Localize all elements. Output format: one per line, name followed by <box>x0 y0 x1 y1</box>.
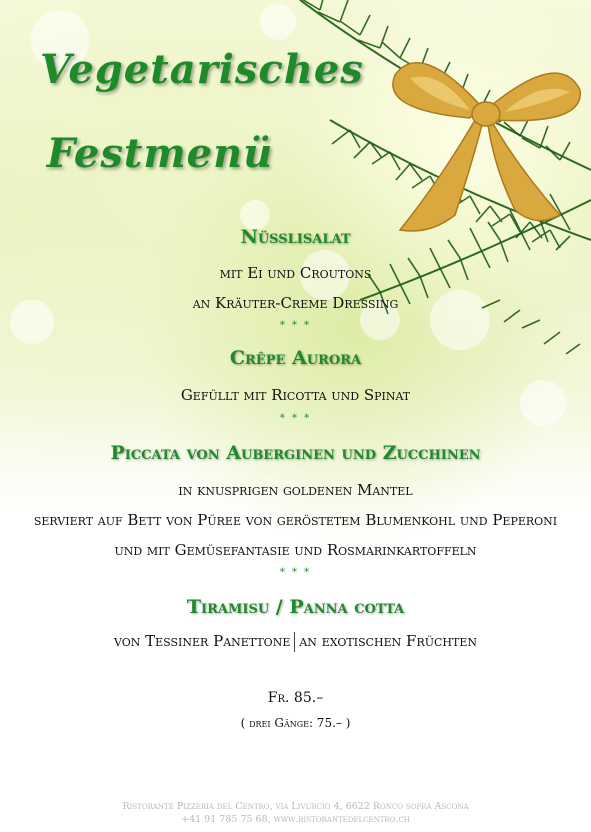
course-title: Nüsslisalat <box>240 226 351 248</box>
dessert-left-text: von Tessiner Panettone <box>113 632 291 650</box>
course-title: Tiramisu / Panna cotta <box>186 596 405 618</box>
menu-title-line2: Festmenü <box>46 130 274 177</box>
divider <box>294 632 295 652</box>
course-description: Gefüllt mit Ricotta und Spinat <box>180 386 411 404</box>
course-block <box>0 347 591 369</box>
course-block <box>0 596 591 618</box>
separator-stars: * * * <box>279 413 312 424</box>
course-description: und mit Gemüsefantasie und Rosmarinkartoffeln <box>114 541 477 559</box>
separator-stars: * * * <box>279 567 312 578</box>
menu-title-line1: Vegetarisches <box>40 46 364 93</box>
course-description-dessert <box>0 632 591 652</box>
course-block <box>0 442 591 464</box>
price-main: Fr. 85.– <box>267 690 324 706</box>
course-title: Piccata von Auberginen und Zucchinen <box>110 442 481 464</box>
footer-contact: +41 91 785 75 68, www.ristorantedelcentro.ch <box>181 814 410 825</box>
course-description: mit Ei und Croutons <box>219 264 372 282</box>
course-block <box>0 226 591 248</box>
price-alt: ( drei Gänge: 75.– ) <box>240 716 351 730</box>
footer-address: Ristorante Pizzeria del Centro, via Livurcio 4, 6622 Ronco sopra Ascona <box>122 801 469 812</box>
course-description: an Kräuter-Creme Dressing <box>192 294 399 312</box>
course-description: in knusprigen goldenen Mantel <box>178 481 413 499</box>
course-title: Crêpe Aurora <box>229 347 362 369</box>
dessert-right-text: an exotischen Früchten <box>299 632 477 650</box>
course-description: serviert auf Bett von Püree von geröstetem Blumenkohl und Peperoni <box>33 511 558 529</box>
separator-stars: * * * <box>279 320 312 331</box>
